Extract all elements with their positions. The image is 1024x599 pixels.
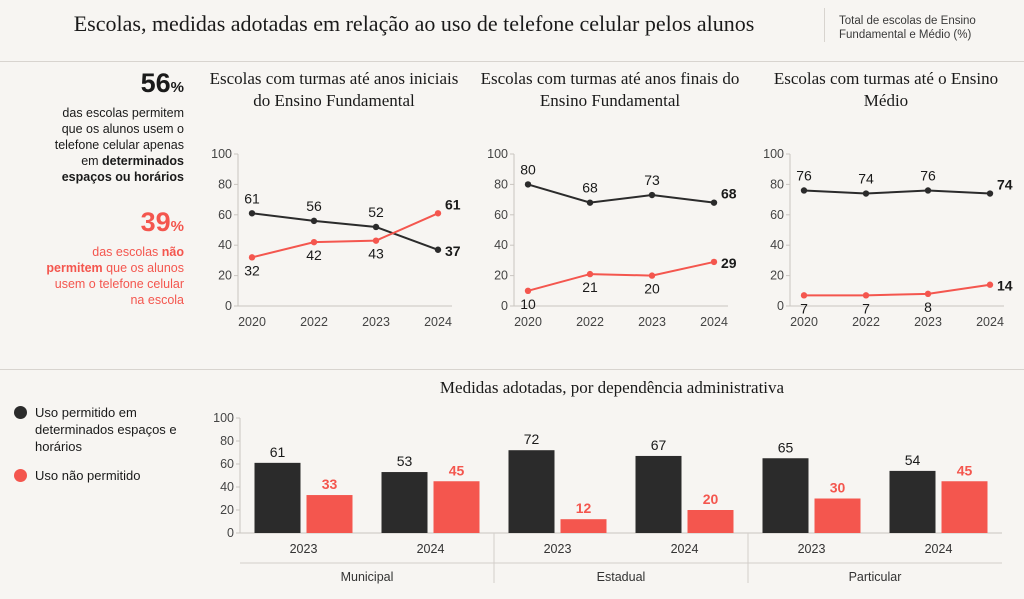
- svg-text:0: 0: [501, 299, 508, 313]
- svg-text:61: 61: [244, 190, 260, 207]
- svg-text:61: 61: [445, 196, 461, 213]
- legend: [0, 370, 200, 598]
- line-plot-2: [756, 140, 1016, 340]
- header: [0, 0, 1024, 62]
- bar-plot: [200, 404, 1024, 594]
- chart-ensino-medio: [748, 66, 1024, 369]
- svg-text:20: 20: [770, 268, 784, 283]
- svg-text:2023: 2023: [914, 315, 942, 329]
- svg-text:20: 20: [644, 280, 660, 297]
- svg-text:76: 76: [920, 167, 936, 184]
- svg-text:29: 29: [721, 254, 737, 271]
- svg-text:2023: 2023: [797, 542, 826, 556]
- stat-permitted: [8, 68, 184, 185]
- svg-text:80: 80: [494, 177, 508, 192]
- svg-text:2023: 2023: [362, 315, 390, 329]
- legend-label: Uso não permitido: [35, 468, 141, 483]
- svg-text:2020: 2020: [514, 315, 542, 329]
- svg-text:61: 61: [269, 443, 286, 460]
- chart-ensino-fundamental-iniciais: [196, 66, 472, 369]
- svg-text:21: 21: [582, 279, 598, 296]
- svg-text:60: 60: [220, 457, 234, 471]
- legend-item-permitido: [14, 404, 190, 455]
- svg-text:65: 65: [777, 439, 794, 456]
- chart-ensino-fundamental-finais: [472, 66, 748, 369]
- legend-dot-icon: [14, 406, 27, 419]
- svg-text:2023: 2023: [289, 542, 318, 556]
- svg-text:40: 40: [218, 238, 232, 253]
- svg-text:2023: 2023: [543, 542, 572, 556]
- svg-text:0: 0: [225, 299, 232, 313]
- stat-permitted-text: das escolas permitem que os alunos usem o telefone celular apenas em determinados espaços ou horários: [54, 106, 184, 184]
- svg-text:100: 100: [487, 147, 508, 161]
- svg-text:2020: 2020: [238, 315, 266, 329]
- svg-text:33: 33: [321, 476, 338, 493]
- key-stats-panel: [0, 62, 196, 369]
- svg-text:40: 40: [770, 238, 784, 253]
- svg-text:74: 74: [858, 170, 874, 187]
- svg-text:80: 80: [520, 161, 536, 178]
- svg-text:60: 60: [770, 207, 784, 222]
- svg-text:80: 80: [220, 434, 234, 448]
- header-subtitle: Total de escolas de Ensino Fundamental e Médio (%): [824, 8, 1010, 42]
- svg-text:2022: 2022: [852, 315, 880, 329]
- stat-permitted-value: 56%: [140, 68, 184, 98]
- svg-text:40: 40: [494, 238, 508, 253]
- page-title: Escolas, medidas adotadas em relação ao uso de telefone celular pelos alunos: [73, 11, 755, 36]
- svg-text:60: 60: [494, 207, 508, 222]
- top-section: [0, 62, 1024, 370]
- svg-text:42: 42: [306, 247, 322, 264]
- svg-text:2023: 2023: [638, 315, 666, 329]
- svg-text:100: 100: [211, 147, 232, 161]
- svg-text:72: 72: [523, 431, 540, 448]
- svg-text:7: 7: [800, 300, 808, 317]
- svg-text:80: 80: [218, 177, 232, 192]
- legend-label: Uso permitido em determinados espaços e horários: [35, 405, 177, 454]
- svg-text:2024: 2024: [416, 542, 445, 556]
- stat-not-permitted: [8, 207, 184, 308]
- svg-text:53: 53: [396, 453, 413, 470]
- svg-text:Municipal: Municipal: [340, 570, 394, 584]
- svg-text:54: 54: [904, 451, 921, 468]
- svg-text:2024: 2024: [700, 315, 728, 329]
- legend-dot-icon: [14, 469, 27, 482]
- svg-text:2024: 2024: [424, 315, 452, 329]
- svg-text:56: 56: [306, 197, 322, 214]
- svg-text:32: 32: [244, 262, 260, 279]
- line-plot-1: [480, 140, 740, 340]
- bottom-section: [0, 370, 1024, 598]
- svg-text:2024: 2024: [670, 542, 699, 556]
- svg-text:14: 14: [997, 277, 1013, 294]
- svg-text:2024: 2024: [924, 542, 953, 556]
- svg-text:60: 60: [218, 207, 232, 222]
- svg-text:40: 40: [220, 480, 234, 494]
- svg-text:20: 20: [494, 268, 508, 283]
- svg-text:20: 20: [220, 503, 234, 517]
- svg-text:45: 45: [956, 462, 973, 479]
- svg-text:20: 20: [218, 268, 232, 283]
- svg-text:73: 73: [644, 172, 660, 189]
- chart-title: Medidas adotadas, por dependência administrativa: [439, 378, 785, 397]
- chart-title: Escolas com turmas até o Ensino Médio: [773, 69, 999, 110]
- svg-text:10: 10: [520, 295, 536, 312]
- svg-text:2020: 2020: [790, 315, 818, 329]
- svg-text:12: 12: [575, 500, 592, 517]
- svg-text:100: 100: [763, 147, 784, 161]
- svg-text:2024: 2024: [976, 315, 1004, 329]
- svg-text:30: 30: [829, 479, 846, 496]
- svg-text:0: 0: [777, 299, 784, 313]
- svg-text:0: 0: [227, 526, 234, 540]
- svg-text:100: 100: [213, 411, 234, 425]
- svg-text:37: 37: [445, 242, 461, 259]
- svg-text:Estadual: Estadual: [596, 570, 646, 584]
- svg-text:68: 68: [582, 179, 598, 196]
- svg-text:8: 8: [924, 298, 932, 315]
- chart-dependencia-administrativa: [200, 370, 1024, 598]
- svg-text:7: 7: [862, 300, 870, 317]
- line-plot-0: [204, 140, 464, 340]
- stat-not-permitted-value: 39%: [140, 207, 184, 237]
- svg-text:76: 76: [796, 167, 812, 184]
- svg-text:80: 80: [770, 177, 784, 192]
- svg-text:2022: 2022: [300, 315, 328, 329]
- svg-text:20: 20: [702, 491, 719, 507]
- chart-title: Escolas com turmas até anos iniciais do Ensino Fundamental: [209, 69, 459, 110]
- svg-text:43: 43: [368, 245, 384, 262]
- legend-item-nao-permitido: [14, 467, 190, 484]
- svg-text:Particular: Particular: [848, 570, 902, 584]
- svg-text:67: 67: [650, 436, 667, 453]
- line-charts-row: [196, 62, 1024, 369]
- svg-text:74: 74: [997, 176, 1013, 193]
- svg-text:52: 52: [368, 203, 384, 220]
- stat-not-permitted-text: das escolas não permitem que os alunos usem o telefone celular na escola: [46, 245, 184, 307]
- svg-text:45: 45: [448, 462, 465, 479]
- svg-text:68: 68: [721, 185, 737, 202]
- svg-text:2022: 2022: [576, 315, 604, 329]
- chart-title: Escolas com turmas até anos finais do Ensino Fundamental: [480, 69, 740, 110]
